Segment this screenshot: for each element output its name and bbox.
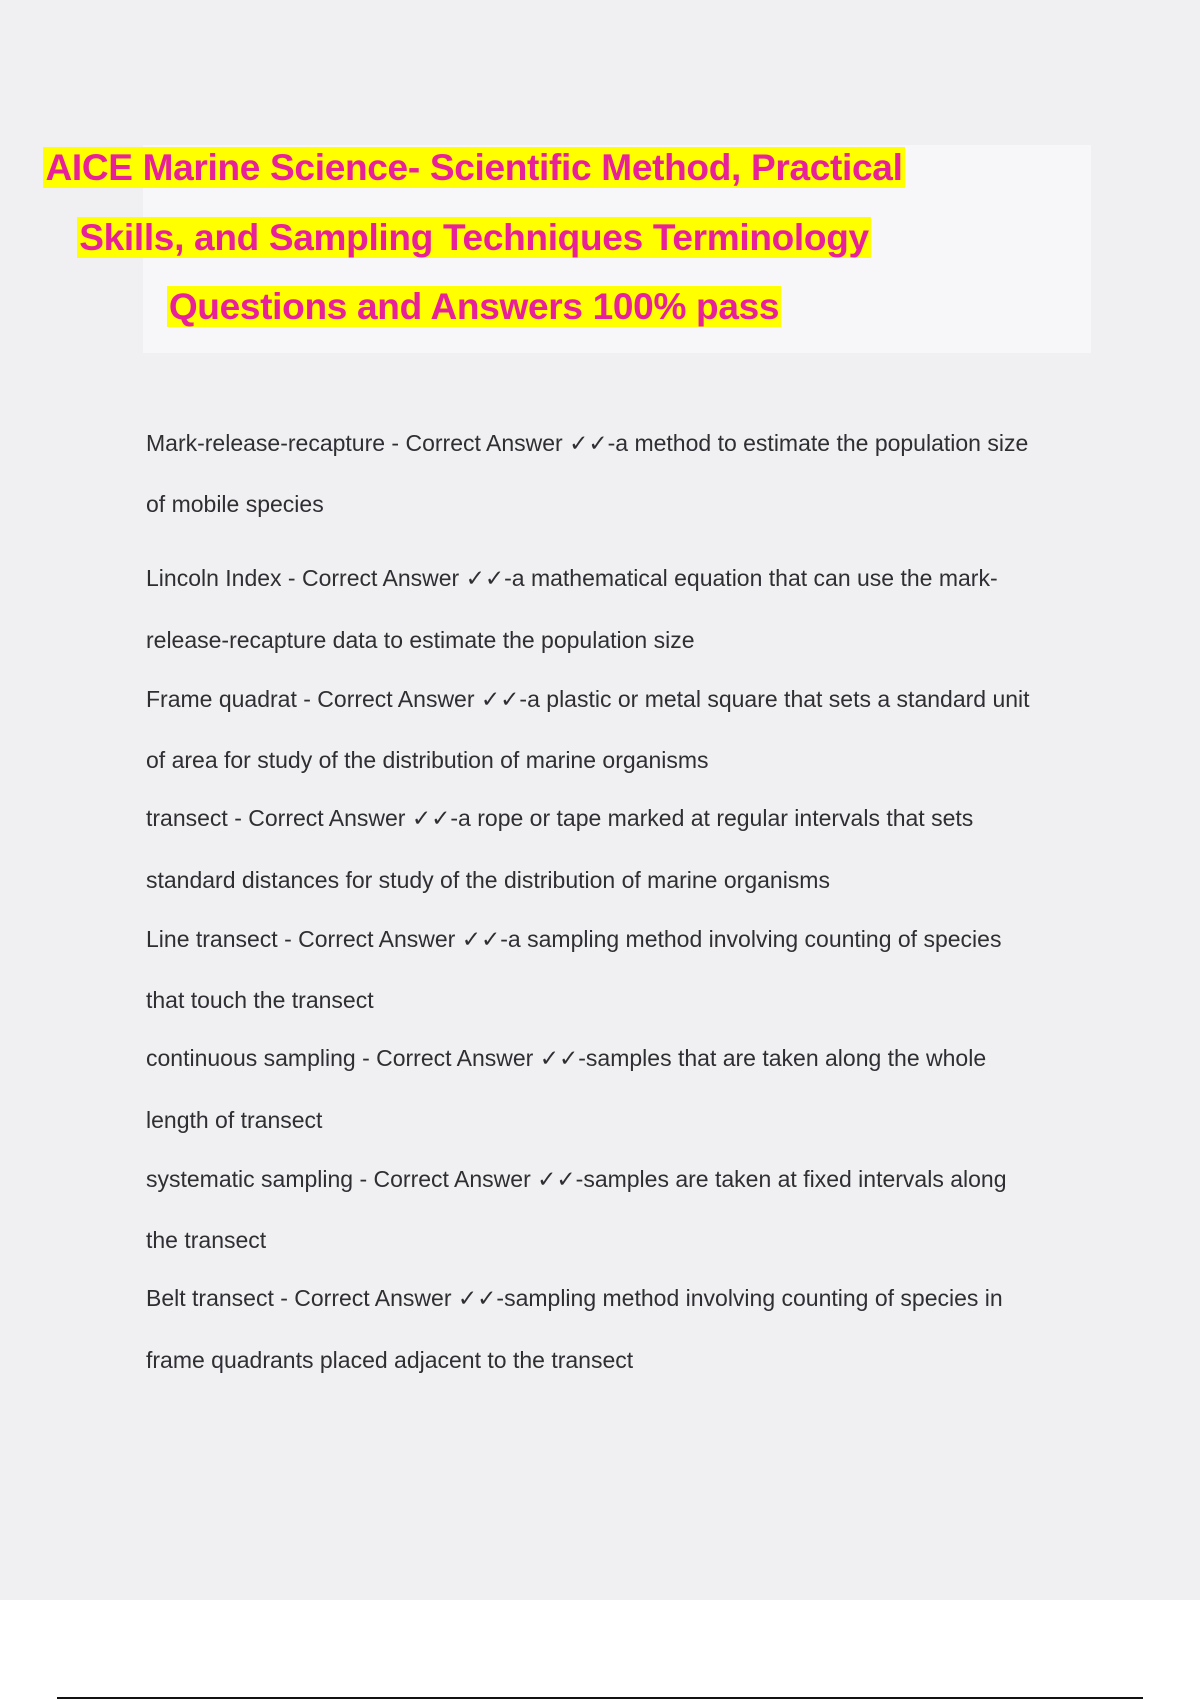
document-title-line-3: [0, 284, 948, 330]
qa-question-text: continuous sampling - Correct Answer ✓✓-samples that are taken along the whole: [146, 1045, 987, 1071]
qa-answer-continuation: standard distances for study of the distribution of marine organisms: [146, 867, 830, 893]
title-highlight-2: Skills, and Sampling Techniques Terminology: [79, 217, 869, 258]
qa-question-text: transect - Correct Answer ✓✓-a rope or tape marked at regular intervals that sets: [146, 805, 974, 831]
qa-question-text: Belt transect - Correct Answer ✓✓-sampling method involving counting of species in: [146, 1285, 1003, 1311]
qa-question-text: Frame quadrat - Correct Answer ✓✓-a plastic or metal square that sets a standard unit: [146, 686, 1030, 712]
title-highlight-3: Questions and Answers 100% pass: [168, 286, 780, 327]
qa-question-text: Mark-release-recapture - Correct Answer ✓✓-a method to estimate the population size: [146, 430, 1029, 456]
qa-answer-continuation: of mobile species: [146, 491, 324, 517]
title-highlight-1: AICE Marine Science- Scientific Method, Practical: [45, 147, 903, 188]
qa-answer-continuation: release-recapture data to estimate the population size: [146, 627, 695, 653]
qa-answer-continuation: that touch the transect: [146, 987, 374, 1013]
qa-answer-continuation: the transect: [146, 1227, 267, 1253]
qa-answer-continuation: frame quadrants placed adjacent to the transect: [146, 1347, 634, 1373]
document-title-line-1: [0, 145, 948, 191]
document-title-line-2: [0, 215, 948, 261]
qa-answer-continuation: of area for study of the distribution of marine organisms: [146, 747, 709, 773]
qa-question-text: systematic sampling - Correct Answer ✓✓-samples are taken at fixed intervals along: [146, 1166, 1007, 1192]
qa-question-text: Line transect - Correct Answer ✓✓-a sampling method involving counting of species: [146, 926, 1002, 952]
qa-question-text: Lincoln Index - Correct Answer ✓✓-a mathematical equation that can use the mark-: [146, 565, 998, 591]
page-bottom-divider: [57, 1697, 1143, 1699]
qa-answer-continuation: length of transect: [146, 1107, 323, 1133]
